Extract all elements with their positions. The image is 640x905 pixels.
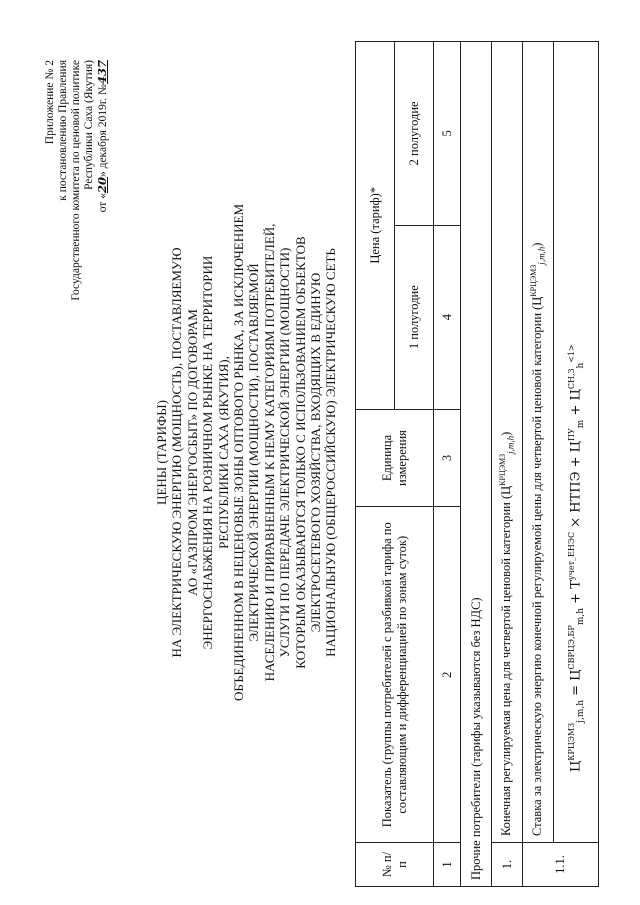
table-row (523, 42, 554, 887)
appendix-date-line: от «20» декабря 2019г. №437 (95, 60, 109, 213)
appendix-header (44, 60, 110, 301)
handwritten-number: 437 (95, 60, 109, 85)
column-number: 2 (434, 507, 461, 843)
header-unit: Единица измерения (356, 409, 434, 507)
header-num: № п/п (356, 843, 434, 887)
title-line: НА ЭЛЕКТРИЧЕСКУЮ ЭНЕРГИЮ (МОЩНОСТЬ), ПОСТАВЛЯЕМУЮ (169, 247, 185, 658)
appendix-republic-line: Республики Саха (Якутия) (83, 60, 95, 190)
title-line: КОТОРЫМ ОКАЗЫВАЮТСЯ ТОЛЬКО С ИСПОЛЬЗОВАНИЕМ ОБЪЕКТОВ (292, 236, 308, 669)
title-line: ЦЕНЫ (ТАРИФЫ) (154, 400, 169, 505)
title-line: УСЛУГИ ПО ПЕРЕДАЧЕ ЭЛЕКТРИЧЕСКОЙ ЭНЕРГИИ (МОЩНОСТИ) (277, 247, 293, 658)
appendix-committee-line: Государственного комитета по ценовой политике (70, 60, 82, 301)
appendix-number: Приложение № 2 (44, 60, 56, 145)
handwritten-day: 20 (95, 177, 109, 194)
title-line: НАЦИОНАЛЬНУЮ (ОБЩЕРОССИЙСКУЮ) ЭЛЕКТРИЧЕСКУЮ СЕТЬ (323, 248, 339, 657)
row-num: 1. (492, 843, 523, 887)
document-title (154, 80, 339, 825)
tariff-table (355, 41, 599, 887)
row-text: Конечная регулируемая цена для четвертой ценовой категории $(Ц^{КРЦЭМЗ}_{j,m,h})$ (492, 42, 523, 843)
row-num: 1.1. (523, 843, 599, 887)
row-text: Ставка за электрическую энергию конечной регулируемой цены для четвертой ценовой категории $(Ц^{КРЦЭМЗ}_{j,m,h})$ (523, 42, 554, 843)
section-title: Прочие потребители (тарифы указываются без НДС) (461, 42, 492, 887)
formula: $Ц^{КРЦЭМЗ}_{j,m,h} = Ц^{СВРЦЭ,БР}_{m,h} + Т^{учет\_ЕНЭС}$ × НТПЭ + $Ц^{ПУ}_m + Ц^{СН,З}_h^{<1>}$ (554, 42, 599, 843)
column-number-row (434, 42, 461, 887)
header-indicator: Показатель (группы потребителей с разбивкой тарифа по составляющим и дифференциацией по зонам суток) (356, 507, 434, 843)
table-header-row (356, 42, 395, 887)
appendix-resolution-line: к постановлению Правления (57, 60, 69, 201)
title-line: НАСЕЛЕНИЮ И ПРИРАВНЕННЫМ К НЕМУ КАТЕГОРИЯМ ПОТРЕБИТЕЛЕЙ, (261, 223, 277, 682)
title-line: ЭЛЕКТРОСЕТЕВОГО ХОЗЯЙСТВА, ВХОДЯЩИХ В ЕДИНУЮ (308, 272, 324, 633)
section-row (461, 42, 492, 887)
title-line: ЭНЕРГОСНАБЖЕНИЯ НА РОЗНИЧНОМ РЫНКЕ НА ТЕРРИТОРИИ (200, 255, 216, 650)
column-number: 5 (434, 42, 461, 226)
title-line: АО «ГАЗПРОМ ЭНЕРГОСБЫТ» ПО ДОГОВОРАМ (184, 309, 200, 596)
title-line: РЕСПУБЛИКИ САХА (ЯКУТИЯ), (215, 356, 231, 549)
header-price: Цена (тариф)* (356, 42, 395, 410)
title-line: ЭЛЕКТРИЧЕСКОЙ ЭНЕРГИИ (МОЩНОСТИ), ПОСТАВЛЯЕМОЙ (246, 263, 262, 642)
table-row (492, 42, 523, 887)
header-half1: 1 полугодие (395, 225, 434, 409)
header-half2: 2 полугодие (395, 42, 434, 226)
column-number: 1 (434, 843, 461, 887)
title-line: ОБЪЕДИНЕННОМ В НЕЦЕНОВЫЕ ЗОНЫ ОПТОВОГО РЫНКА, ЗА ИСКЛЮЧЕНИЕМ (231, 203, 247, 702)
formula-row (554, 42, 599, 887)
column-number: 4 (434, 225, 461, 409)
column-number: 3 (434, 409, 461, 507)
